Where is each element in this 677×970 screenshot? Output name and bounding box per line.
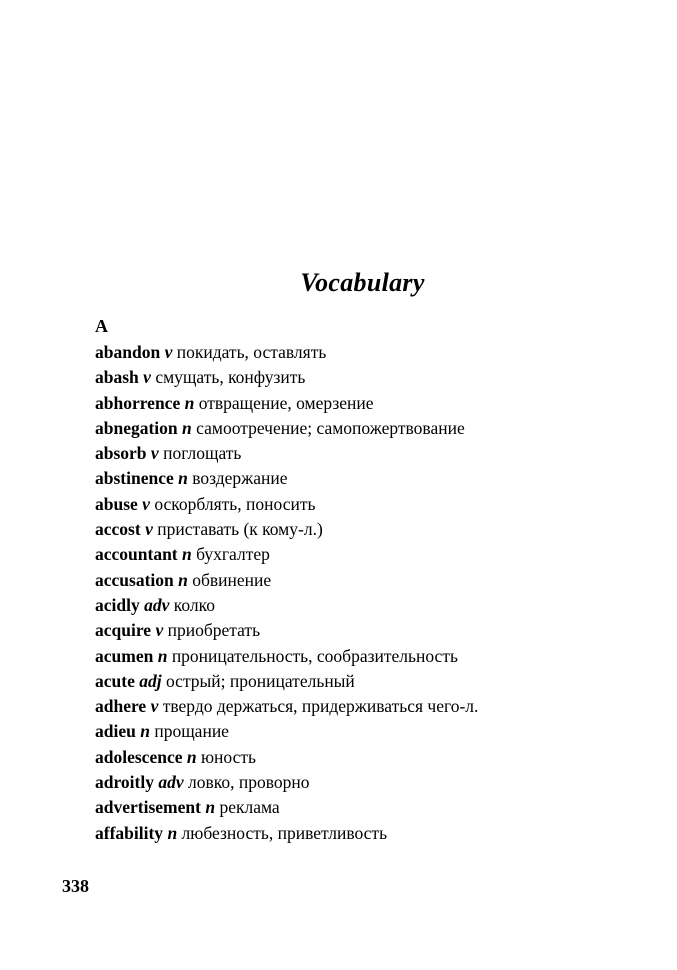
entry-translation: колко [173, 594, 215, 615]
entry-word: adhere [95, 696, 147, 717]
entry-word: accost [95, 519, 141, 540]
entry-word: acute [95, 670, 135, 691]
entry-word: acquire [95, 620, 152, 641]
entry-translation: самоотречение; самопожертвование [196, 417, 465, 438]
entry-translation: воздержание [192, 468, 288, 489]
page-number: 338 [62, 876, 89, 896]
entry-word: accountant [95, 544, 178, 565]
entry-word: adieu [95, 721, 136, 742]
entry-translation: приставать (к кому-л.) [157, 519, 323, 540]
entry-part-of-speech: n [178, 569, 188, 590]
entry-part-of-speech: v [142, 493, 150, 514]
vocabulary-entry [95, 719, 655, 744]
entry-word: adolescence [95, 746, 183, 767]
vocabulary-entry [95, 568, 655, 593]
vocabulary-entry [95, 821, 655, 846]
entry-part-of-speech: n [157, 645, 168, 666]
vocabulary-entry [95, 795, 655, 820]
entry-translation: ловко, проворно [188, 772, 310, 793]
entry-word: abnegation [95, 417, 178, 438]
entry-word: abhorrence [95, 392, 181, 413]
entry-translation: прощание [154, 721, 229, 742]
vocabulary-entry [95, 416, 655, 441]
entry-word: accusation [95, 569, 174, 590]
vocabulary-entry [95, 365, 655, 390]
entry-word: acidly [95, 594, 140, 615]
entry-translation: юность [200, 746, 256, 767]
entry-part-of-speech: v [150, 696, 159, 717]
vocabulary-entry [95, 644, 655, 669]
entry-translation: реклама [219, 797, 280, 818]
vocabulary-entry [95, 669, 655, 694]
entry-word: acumen [95, 645, 154, 666]
entry-part-of-speech: adv [158, 772, 184, 793]
vocabulary-entry [95, 517, 655, 542]
vocabulary-entry [95, 492, 655, 517]
vocabulary-entry [95, 391, 655, 416]
entry-translation: твердо держаться, придерживаться чего-л. [162, 696, 479, 717]
vocabulary-entry [95, 542, 655, 567]
entry-word: affability [95, 822, 164, 843]
entry-part-of-speech: n [205, 797, 216, 818]
entry-translation: поглощать [163, 443, 242, 464]
entry-translation: смущать, конфузить [155, 367, 306, 388]
vocabulary-entry [95, 340, 655, 365]
entry-part-of-speech: n [182, 417, 192, 438]
vocabulary-entry [95, 441, 655, 466]
entry-translation: острый; проницательный [165, 670, 355, 691]
vocabulary-entry [95, 593, 655, 618]
entry-part-of-speech: adv [144, 594, 170, 615]
entry-part-of-speech: n [182, 544, 192, 565]
entry-word: abstinence [95, 468, 174, 489]
entry-translation: покидать, оставлять [176, 342, 327, 362]
entry-part-of-speech: n [184, 392, 195, 413]
entry-word: abuse [95, 493, 138, 514]
entry-word: advertisement [95, 797, 201, 818]
section-letter: A [95, 316, 108, 336]
entry-part-of-speech: n [186, 746, 197, 767]
entry-word: abandon [95, 342, 161, 362]
entry-translation: приобретать [167, 620, 261, 641]
entry-translation: проницательность, сообразительность [171, 645, 458, 666]
vocabulary-list [95, 340, 655, 846]
entry-translation: обвинение [192, 569, 272, 590]
entry-word: absorb [95, 443, 147, 464]
entry-part-of-speech: v [164, 342, 173, 362]
entry-part-of-speech: n [167, 822, 178, 843]
entry-part-of-speech: v [145, 519, 153, 540]
entry-part-of-speech: n [140, 721, 150, 742]
vocabulary-entry [95, 745, 655, 770]
entry-translation: отвращение, омерзение [198, 392, 374, 413]
vocabulary-entry [95, 618, 655, 643]
entry-word: adroitly [95, 772, 154, 793]
entry-part-of-speech: v [143, 367, 151, 388]
entry-word: abash [95, 367, 139, 388]
entry-translation: бухгалтер [196, 544, 270, 565]
vocabulary-entry [95, 694, 655, 719]
entry-part-of-speech: adj [139, 670, 162, 691]
page-title: Vocabulary [300, 268, 425, 297]
entry-part-of-speech: v [150, 443, 159, 464]
entry-translation: оскорблять, поносить [154, 493, 316, 514]
entry-translation: любезность, приветливость [181, 822, 388, 843]
vocabulary-entry [95, 770, 655, 795]
entry-part-of-speech: v [155, 620, 164, 641]
entry-part-of-speech: n [178, 468, 188, 489]
vocabulary-entry [95, 466, 655, 491]
